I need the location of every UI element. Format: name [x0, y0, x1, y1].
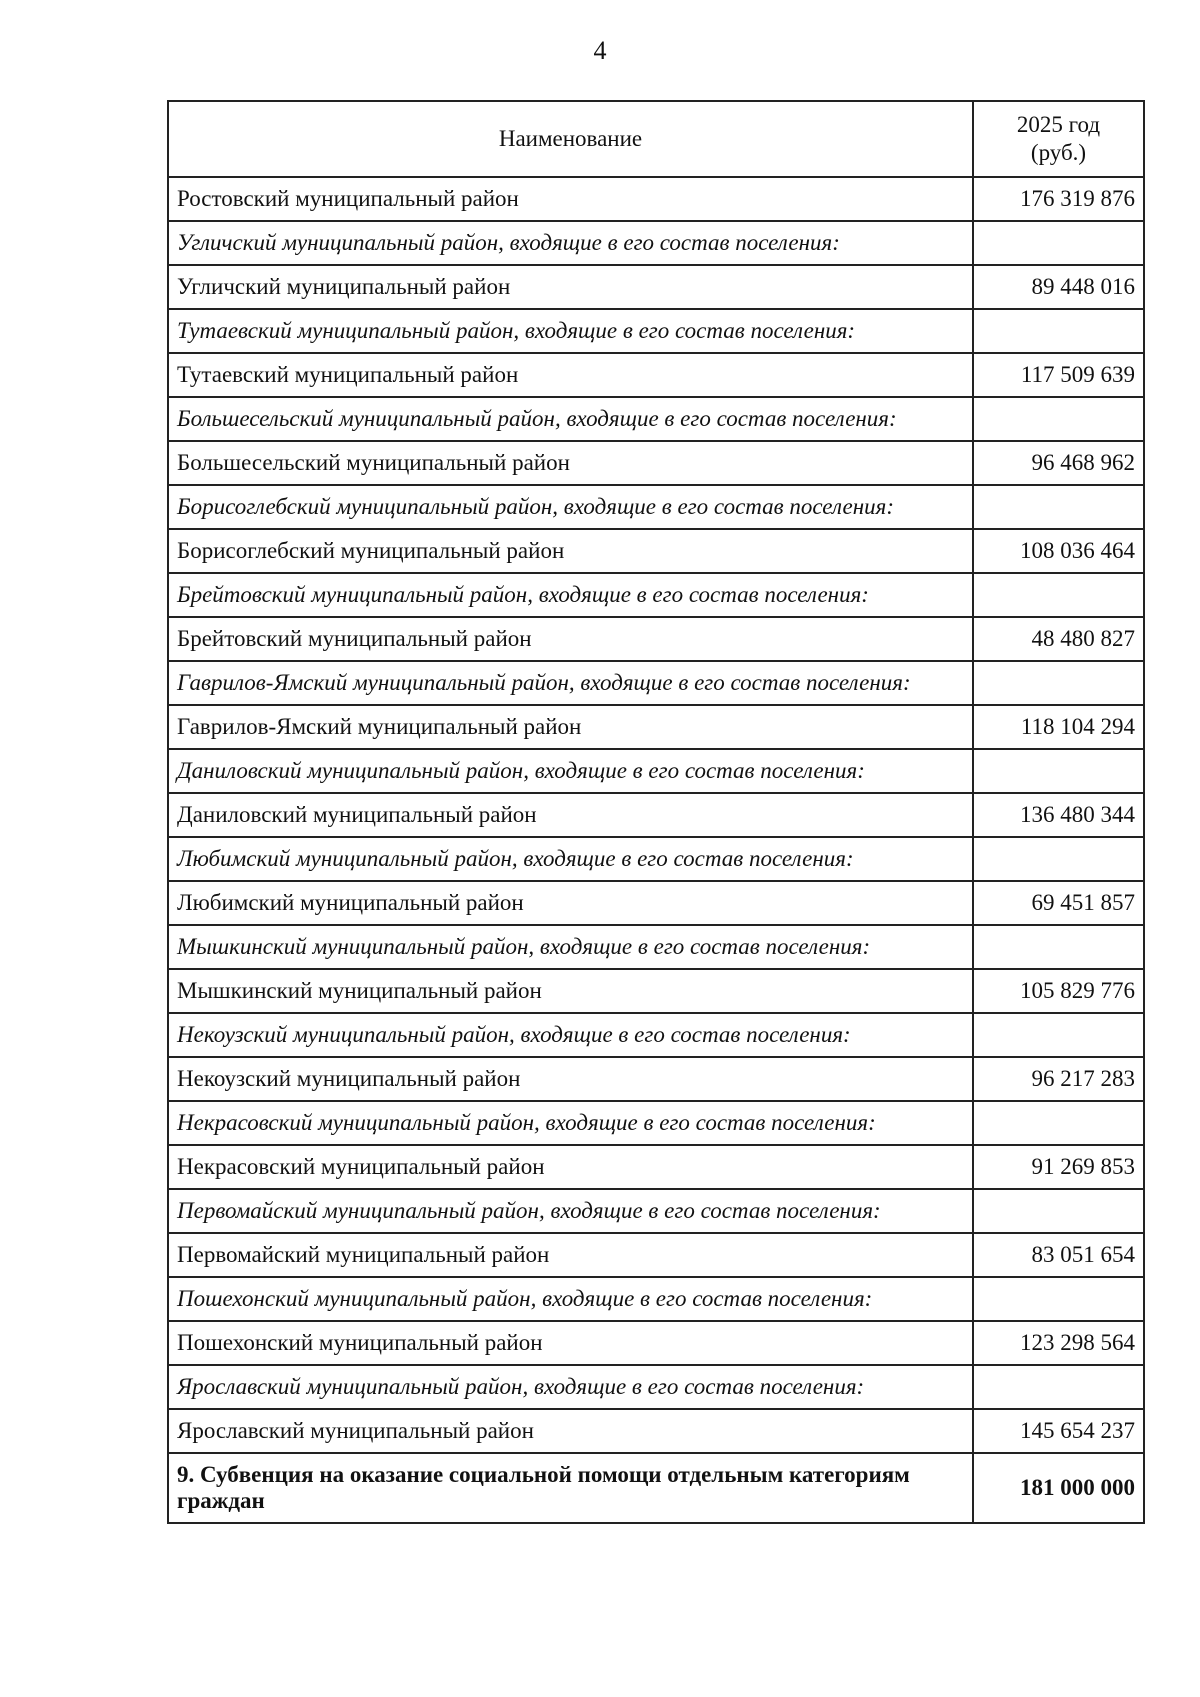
- table-row: [168, 1145, 1144, 1189]
- table-row-group-heading: [168, 221, 1144, 265]
- table-row: [168, 265, 1144, 309]
- row-amount-cell: 123 298 564: [973, 1321, 1144, 1365]
- row-name-cell: Любимский муниципальный район: [168, 881, 973, 925]
- row-name-cell: Большесельский муниципальный район: [168, 441, 973, 485]
- row-name-cell: Тутаевский муниципальный район, входящие в его состав поселения:: [168, 309, 973, 353]
- row-amount-cell: 83 051 654: [973, 1233, 1144, 1277]
- row-amount-cell: [973, 309, 1144, 353]
- row-amount-cell: 69 451 857: [973, 881, 1144, 925]
- row-name-cell: Борисоглебский муниципальный район, входящие в его состав поселения:: [168, 485, 973, 529]
- row-amount-cell: 48 480 827: [973, 617, 1144, 661]
- row-amount-cell: [973, 749, 1144, 793]
- row-amount-cell: 118 104 294: [973, 705, 1144, 749]
- table-row: [168, 969, 1144, 1013]
- table-row: [168, 881, 1144, 925]
- row-amount-cell: [973, 837, 1144, 881]
- row-name-cell: Угличский муниципальный район: [168, 265, 973, 309]
- row-amount-cell: [973, 1013, 1144, 1057]
- row-amount-cell: [973, 1277, 1144, 1321]
- table-row-group-heading: [168, 1365, 1144, 1409]
- column-header-name: Наименование: [168, 101, 973, 177]
- row-amount-cell: [973, 485, 1144, 529]
- row-amount-cell: 89 448 016: [973, 265, 1144, 309]
- row-amount-cell: [973, 221, 1144, 265]
- row-name-cell: Гаврилов-Ямский муниципальный район, входящие в его состав поселения:: [168, 661, 973, 705]
- table-row-group-heading: [168, 1101, 1144, 1145]
- row-amount-cell: [973, 925, 1144, 969]
- row-name-cell: Мышкинский муниципальный район: [168, 969, 973, 1013]
- table-row-group-heading: [168, 1189, 1144, 1233]
- table-row: [168, 441, 1144, 485]
- table-header-row: [168, 101, 1144, 177]
- table-row-group-heading: [168, 1277, 1144, 1321]
- budget-table: [167, 100, 1145, 1524]
- row-name-cell: Борисоглебский муниципальный район: [168, 529, 973, 573]
- table-row: [168, 1321, 1144, 1365]
- page-number: 4: [593, 36, 607, 65]
- row-name-cell: Некоузский муниципальный район, входящие в его состав поселения:: [168, 1013, 973, 1057]
- table-row-group-heading: [168, 749, 1144, 793]
- row-name-cell: Некрасовский муниципальный район: [168, 1145, 973, 1189]
- row-name-cell: Ярославский муниципальный район, входящие в его состав поселения:: [168, 1365, 973, 1409]
- table-row: [168, 529, 1144, 573]
- row-name-cell: Мышкинский муниципальный район, входящие в его состав поселения:: [168, 925, 973, 969]
- row-name-cell: Угличский муниципальный район, входящие в его состав поселения:: [168, 221, 973, 265]
- row-name-cell: Даниловский муниципальный район, входящие в его состав поселения:: [168, 749, 973, 793]
- table-body: [168, 177, 1144, 1453]
- row-name-cell: Пошехонский муниципальный район, входящие в его состав поселения:: [168, 1277, 973, 1321]
- row-name-cell: Пошехонский муниципальный район: [168, 1321, 973, 1365]
- row-name-cell: Первомайский муниципальный район, входящие в его состав поселения:: [168, 1189, 973, 1233]
- row-amount-cell: [973, 1365, 1144, 1409]
- column-header-year: 2025 год: [1016, 112, 1101, 137]
- table-row: [168, 1057, 1144, 1101]
- table-row: [168, 705, 1144, 749]
- row-name-cell: Гаврилов-Ямский муниципальный район: [168, 705, 973, 749]
- column-header-unit: (руб.): [1030, 140, 1087, 165]
- row-amount-cell: 96 468 962: [973, 441, 1144, 485]
- table-row: [168, 353, 1144, 397]
- row-amount-cell: [973, 1189, 1144, 1233]
- total-row-name: 9. Субвенция на оказание социальной помощи отдельным категориям граждан: [168, 1453, 973, 1523]
- table-row-group-heading: [168, 925, 1144, 969]
- row-name-cell: Большесельский муниципальный район, входящие в его состав поселения:: [168, 397, 973, 441]
- row-amount-cell: [973, 573, 1144, 617]
- row-name-cell: Любимский муниципальный район, входящие в его состав поселения:: [168, 837, 973, 881]
- table-row: [168, 793, 1144, 837]
- row-name-cell: Брейтовский муниципальный район: [168, 617, 973, 661]
- table-row: [168, 1233, 1144, 1277]
- row-amount-cell: 91 269 853: [973, 1145, 1144, 1189]
- table-row-group-heading: [168, 309, 1144, 353]
- row-amount-cell: 176 319 876: [973, 177, 1144, 221]
- row-name-cell: Некоузский муниципальный район: [168, 1057, 973, 1101]
- row-amount-cell: [973, 397, 1144, 441]
- table-row-group-heading: [168, 1013, 1144, 1057]
- table-row: [168, 177, 1144, 221]
- row-name-cell: Тутаевский муниципальный район: [168, 353, 973, 397]
- row-amount-cell: 108 036 464: [973, 529, 1144, 573]
- row-amount-cell: 145 654 237: [973, 1409, 1144, 1453]
- row-amount-cell: 105 829 776: [973, 969, 1144, 1013]
- table-row-group-heading: [168, 661, 1144, 705]
- row-amount-cell: 117 509 639: [973, 353, 1144, 397]
- table-row: [168, 617, 1144, 661]
- row-amount-cell: [973, 661, 1144, 705]
- row-name-cell: Ростовский муниципальный район: [168, 177, 973, 221]
- table-row-group-heading: [168, 397, 1144, 441]
- total-row: [168, 1453, 1144, 1523]
- row-name-cell: Брейтовский муниципальный район, входящие в его состав поселения:: [168, 573, 973, 617]
- column-header-amount: [973, 101, 1144, 177]
- row-amount-cell: 96 217 283: [973, 1057, 1144, 1101]
- row-name-cell: Первомайский муниципальный район: [168, 1233, 973, 1277]
- table-row-group-heading: [168, 485, 1144, 529]
- total-row-amount: 181 000 000: [973, 1453, 1144, 1523]
- row-name-cell: Ярославский муниципальный район: [168, 1409, 973, 1453]
- table-row-group-heading: [168, 837, 1144, 881]
- table-row: [168, 1409, 1144, 1453]
- table-row-group-heading: [168, 573, 1144, 617]
- row-name-cell: Даниловский муниципальный район: [168, 793, 973, 837]
- row-amount-cell: 136 480 344: [973, 793, 1144, 837]
- row-amount-cell: [973, 1101, 1144, 1145]
- row-name-cell: Некрасовский муниципальный район, входящие в его состав поселения:: [168, 1101, 973, 1145]
